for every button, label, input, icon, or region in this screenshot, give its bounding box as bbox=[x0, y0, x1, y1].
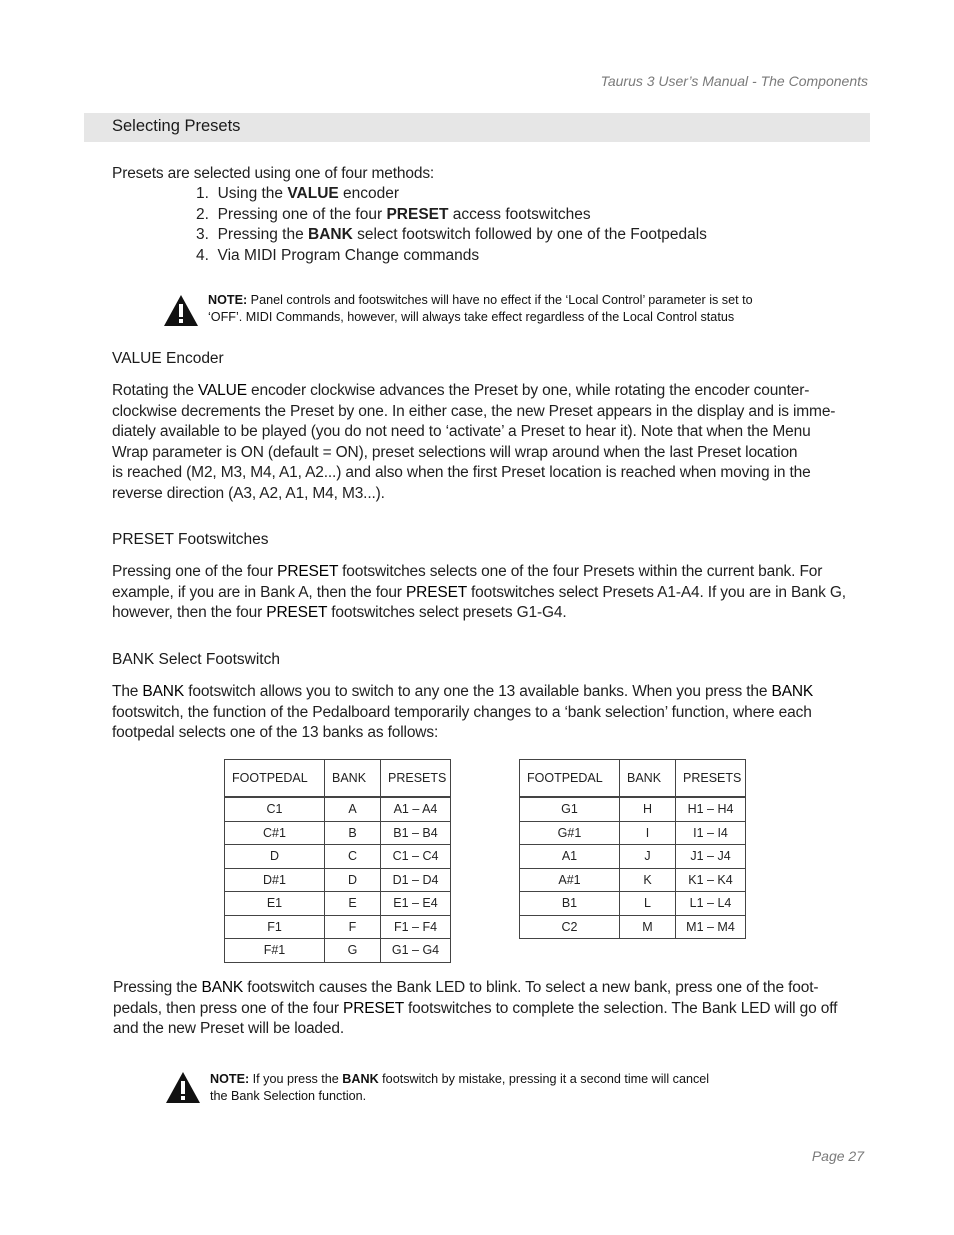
col-header-presets: PRESETS bbox=[676, 760, 746, 798]
note-local-control: NOTE: Panel controls and footswitches will have no effect if the ‘Local Control’ parameter is set to ‘OFF’. MIDI Commands, however, will always take effect regardless of the Local Control status bbox=[208, 293, 753, 324]
method-item: 1. Using the VALUE encoder bbox=[196, 185, 400, 202]
method-item: 2. Pressing one of the four PRESET access footswitches bbox=[196, 205, 591, 223]
table-row: A#1 K K1 – K4 bbox=[520, 868, 746, 892]
intro-text: Presets are selected using one of four methods: bbox=[112, 165, 435, 182]
table-row: G1 H H1 – H4 bbox=[520, 797, 746, 821]
methods-list bbox=[196, 184, 707, 266]
preset-footswitches-paragraph: Pressing one of the four PRESET footswitches selects one of the four Presets within the current bank. For example, if you are in Bank A, then the four PRESET footswitches select Presets A1-A4. If you are in Bank G, however, then the four PRESET footswitches select presets G1-G4. bbox=[112, 563, 846, 622]
table-row: B1 L L1 – L4 bbox=[520, 892, 746, 916]
note-bank-mistake: NOTE: If you press the BANK footswitch by mistake, pressing it a second time will cancel the Bank Selection function. bbox=[210, 1072, 710, 1103]
value-encoder-heading: VALUE Encoder bbox=[112, 350, 224, 367]
bank-select-heading: BANK Select Footswitch bbox=[112, 651, 280, 668]
table-row: C#1 B B1 – B4 bbox=[225, 821, 451, 845]
table-row: A1 J J1 – J4 bbox=[520, 845, 746, 869]
table-row: D C C1 – C4 bbox=[225, 845, 451, 869]
table-row: C1 A A1 – A4 bbox=[225, 797, 451, 821]
bank-table-left bbox=[224, 759, 451, 963]
col-header-bank: BANK bbox=[620, 760, 676, 798]
table-row: F#1 G G1 – G4 bbox=[225, 939, 451, 963]
table-row: G#1 I I1 – I4 bbox=[520, 821, 746, 845]
table-row: E1 E E1 – E4 bbox=[225, 892, 451, 916]
table-row: D#1 D D1 – D4 bbox=[225, 868, 451, 892]
warning-icon bbox=[165, 1071, 201, 1104]
warning-icon bbox=[163, 294, 199, 327]
running-header: Taurus 3 User’s Manual - The Components bbox=[600, 73, 868, 89]
page-number: Page 27 bbox=[811, 1148, 864, 1164]
bank-select-paragraph: The BANK footswitch allows you to switch to any one the 13 available banks. When you press the BANK footswitch, the function of the Pedalboard temporarily changes to a ‘bank selection’ function, where each footpedal selects one of the 13 banks as follows: bbox=[112, 683, 814, 742]
bank-led-paragraph: Pressing the BANK footswitch causes the Bank LED to blink. To select a new bank, press one of the foot- pedals, then press one of the four PRESET footswitches to complete the selection. The Bank LED will go off and the new Preset will be loaded. bbox=[113, 979, 838, 1038]
table-row: C2 M M1 – M4 bbox=[520, 915, 746, 939]
col-header-footpedal: FOOTPEDAL bbox=[520, 760, 620, 798]
method-item: 4. Via MIDI Program Change commands bbox=[196, 246, 480, 264]
section-title: Selecting Presets bbox=[112, 117, 241, 135]
bank-table-right bbox=[519, 759, 746, 939]
method-item: 3. Pressing the BANK select footswitch followed by one of the Footpedals bbox=[196, 226, 707, 244]
col-header-footpedal: FOOTPEDAL bbox=[225, 760, 325, 798]
preset-footswitches-heading: PRESET Footswitches bbox=[112, 531, 269, 548]
value-encoder-paragraph: Rotating the VALUE encoder clockwise advances the Preset by one, while rotating the encoder counter- clockwise decrements the Preset by one. In either case, the new Preset appears in the display and is imme- diately available to be played (you do not need to ‘activate’ a Preset to hear it). Note that when the Menu Wrap parameter is ON (default = ON), preset selections will wrap around when the last Preset location is reached (M2, M3, M4, A1, A2...) and also when the first Preset location is reached when moving in the reverse direction (A3, A2, A1, M4, M3...). bbox=[112, 382, 836, 502]
table-row: F1 F F1 – F4 bbox=[225, 915, 451, 939]
col-header-presets: PRESETS bbox=[381, 760, 451, 798]
col-header-bank: BANK bbox=[325, 760, 381, 798]
